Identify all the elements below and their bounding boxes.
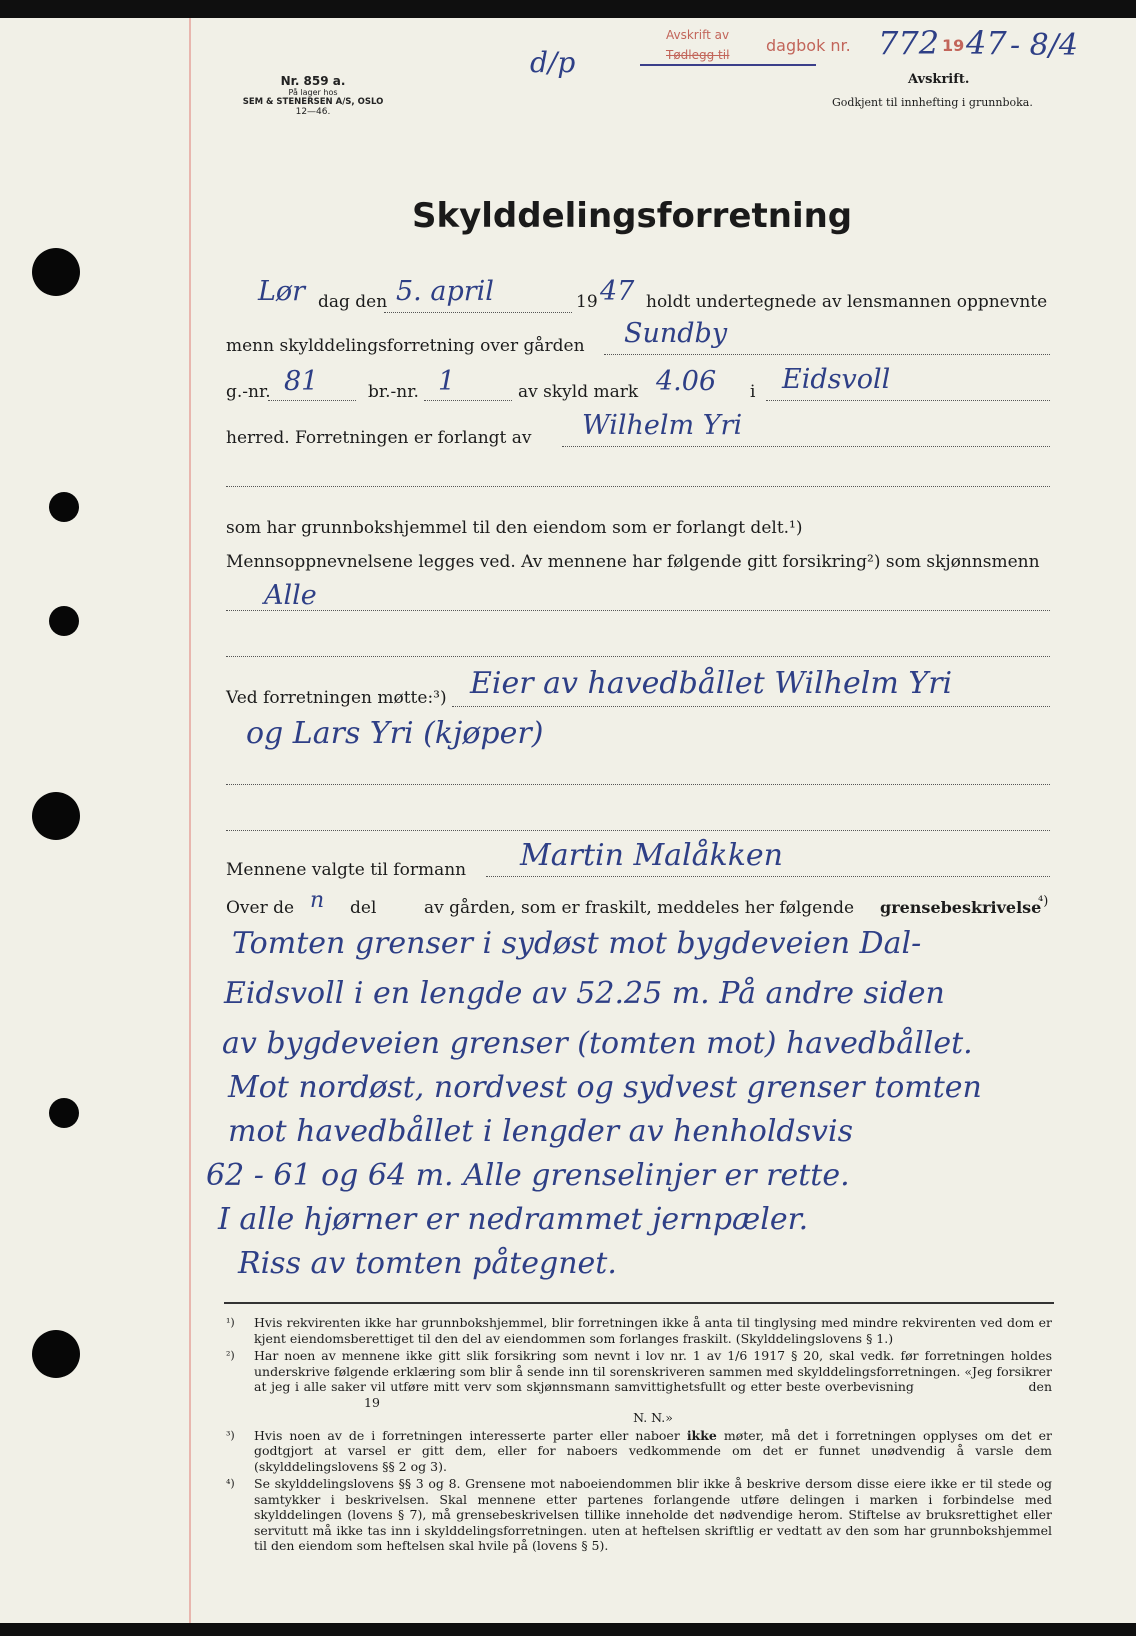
footnote-mark: ⁴) [226,1477,235,1490]
footnote-4 [226,1476,1052,1554]
i-label: i [750,382,756,402]
description-line: I alle hjørner er nedrammet jernpæler. [218,1202,809,1237]
godkjent-text: Godkjent til innhefting i grunnboka. [832,96,1033,109]
binder-hole [49,1098,79,1128]
over-sup: ⁴) [1038,894,1049,909]
farm-name: Sundby [624,318,728,349]
footnotes [226,1315,1052,1556]
binder-hole [49,492,79,522]
publisher-block [228,74,398,117]
publisher-line2: SEM & STENERSEN A/S, OSLO [242,97,384,107]
skyld-label: av skyld mark [518,382,639,402]
description-line: Riss av tomten påtegnet. [238,1246,617,1281]
mote-line1: Eier av havedbållet Wilhelm Yri [470,666,953,701]
binder-hole [32,792,80,840]
footnote-2-19: 19 [364,1394,380,1410]
over-handwritten: n [310,888,325,913]
year-written: 47 [966,24,1007,62]
line1-text: holdt undertegnede av lensmannen oppnevnte [646,292,1048,312]
blank-rule [226,486,1050,487]
skyld-value: 4.06 [656,366,717,397]
description-line: Mot nordøst, nordvest og sydvest grenser tomten [228,1070,982,1105]
footnote-2-den: den [1028,1379,1052,1394]
brnr-rule [424,400,512,401]
dagbok-number: 772 [878,24,940,62]
formann-label: Mennene valgte til formann [226,860,467,880]
footnote-3-b: møter, må det i forretningen opplyses om det er godtgjort at varsel er gitt dem, eller for naboers vedkommende om det er funnet unødvendig å varsle dem (skylddelingslovens §§ 2 og 3). [254,1427,1052,1474]
forsikring-value: Alle [264,580,317,611]
stamp-line1: Avskrift av [666,28,730,42]
gnr-rule [268,400,356,401]
avskrift-label: Avskrift. [908,72,970,87]
formann-rule [486,876,1050,877]
footnote-3-a: Hvis noen av de i forretningen interesserte parter eller naboer [254,1427,680,1443]
publisher-line1: På lager hos [288,88,338,97]
description-line: Tomten grenser i sydøst mot bygdeveien Dal- [232,926,922,961]
binder-hole [49,606,79,636]
footnote-mark: ¹) [226,1316,235,1329]
description-line: av bygdeveien grenser (tomten mot) havedbållet. [222,1026,973,1061]
binder-hole [32,1330,80,1378]
footnote-mark: ²) [226,1349,235,1362]
date-value: 5. april [396,276,494,307]
brnr-label: br.-nr. [368,382,419,402]
line6-text: Mennsoppnevnelsene legges ved. Av mennene har følgende gitt forsikring²) som skjønnsmenn [226,552,1040,572]
footnote-2-body: Har noen av mennene ikke gitt slik forsikring som nevnt i lov nr. 1 av 1/6 1917 § 20, skal vedk. før forretningen holdes underskrive følgende erklæring som blir å sende inn til sorenskriveren sammen med skylddelingsforretningen. «Jeg forsikrer at jeg i alle saker vil utføre mitt verv som skjønnsmann samvittighetsfullt og etter beste overbevisning [254,1348,1052,1394]
footnote-text [254,1428,1052,1475]
description-line: mot havedbållet i lengder av henholdsvis [228,1114,853,1149]
footnote-text: Se skylddelingslovens §§ 3 og 8. Grensene mot naboeiendommen blir ikke å beskrive dersom disse eiere ikke er til stede og samtykker i beskrivelsen. Skal mennene etter partenes forlangende utføre delingen i marken i forbindelse med skylddelingen (lovens § 7), må grensebeskrivelsen tillike inneholde det nødvendige herom. Stiftelse av bruksrettighet eller servitutt må ikke tas inn i skylddelingsforretningen. uten at heftelsen skriftlig er vedtatt av den som har grunnbokshjemmel til den eiendom som heftelsen skal hvile på (lovens § 5). [254,1476,1052,1553]
stamp-line2: Tødlegg til [666,48,730,62]
line5-text: som har grunnbokshjemmel til den eiendom som er forlangt delt.¹) [226,518,803,538]
footnote-3 [226,1428,1052,1475]
year-value: 47 [600,276,635,307]
date-rule [384,312,572,313]
brnr-value: 1 [438,366,456,397]
mote-rule-1 [452,706,1050,707]
blank-rule-2 [226,656,1050,657]
farm-rule [604,354,1050,355]
dagbok-label: dagbok nr. [766,36,851,55]
footnote-text [254,1348,1052,1426]
year-printed: 19 [942,36,965,55]
handwritten-initials: d/p [530,46,576,79]
footnote-3-bold: ikke [686,1427,717,1443]
formann-value: Martin Malåkken [520,838,783,873]
footnote-1 [226,1315,1052,1346]
mote-rule-2 [226,784,1050,785]
requester: Wilhelm Yri [582,410,743,441]
over-label-a: Over de [226,898,295,918]
footnote-2-nn: N. N.» [633,1410,673,1425]
stamp-underline [640,64,816,66]
over-label-c: av gården, som er fraskilt, meddeles her følgende [424,898,855,918]
mote-label: Ved forretningen møtte:³) [226,688,447,708]
footnote-mark: ³) [226,1428,235,1442]
year-prefix: 19 [576,292,598,312]
weekday: Lør [258,276,306,307]
margin-line [189,18,191,1623]
document-title: Skylddelingsforretning [412,196,853,236]
form-number: Nr. 859 a. [280,74,346,88]
description-line: 62 - 61 og 64 m. Alle grenselinjer er rette. [206,1158,850,1193]
over-label-b: del [350,898,377,918]
over-bold: grensebeskrivelse [880,898,1042,917]
gnr-value: 81 [284,366,319,397]
requester-rule [562,446,1050,447]
binder-hole [32,248,80,296]
mote-line2: og Lars Yri (kjøper) [246,716,544,751]
footnote-divider [224,1302,1054,1304]
municipality: Eidsvoll [782,364,891,395]
date-written: - 8/4 [1010,28,1078,63]
description-line: Eidsvoll i en lengde av 52.25 m. På andre siden [224,976,945,1011]
dag-den-label: dag den [318,292,388,312]
forsikring-rule [226,610,1050,611]
footnote-2 [226,1348,1052,1426]
line4-text: herred. Forretningen er forlangt av [226,428,532,448]
publisher-date: 12—46. [295,107,331,117]
blank-rule-3 [226,830,1050,831]
municipality-rule [766,400,1050,401]
gnr-label: g.-nr. [226,382,271,402]
line2-text: menn skylddelingsforretning over gården [226,336,585,356]
footnote-text: Hvis rekvirenten ikke har grunnbokshjemmel, blir forretningen ikke å anta til tinglysing med mindre rekvirenten ved dom er kjent eiendomsberettiget til den del av eiendommen som forlanges fraskilt. (Skylddelingslovens § 1.) [254,1315,1052,1346]
